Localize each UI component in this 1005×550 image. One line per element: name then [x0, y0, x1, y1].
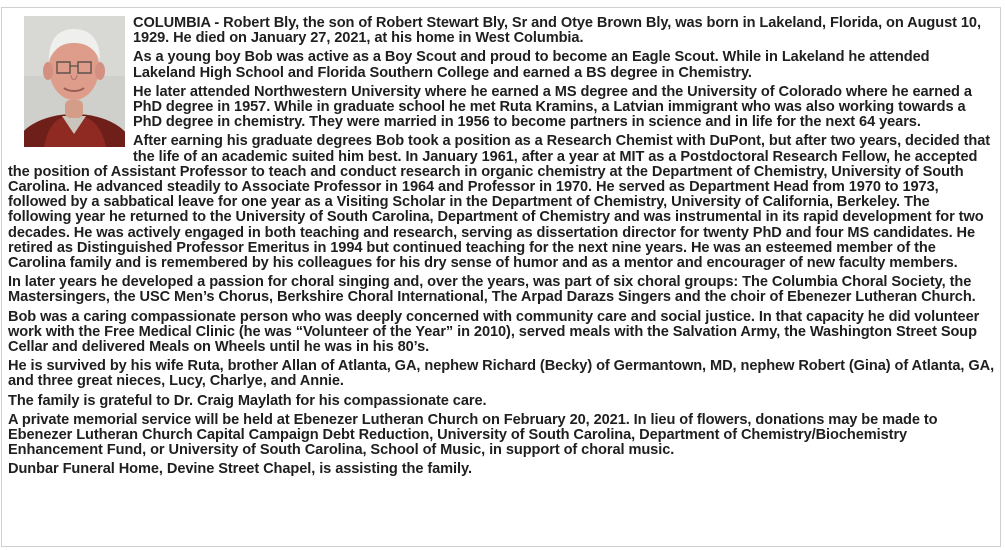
paragraph-memorial-service: A private memorial service will be held at Ebenezer Lutheran Church on February 20, 2021. In lieu of flowers, donations may be made to Ebenezer Lutheran Church Capital Campaign Debt Reduction, University of South Carolina, Department of Chemistry/Biochemistry Enhancement Fund, or University of South Carolina, School of Music, in support of choral music.: [8, 411, 938, 459]
paragraph-choral-singing: In later years he developed a passion for choral singing and, over the years, was part of six choral groups: The Columbia Choral Society, the Mastersingers, the USC Men’s Chorus, Berkshire Choral International, The Arpad Darazs Singers and the choir of Ebenezer Lutheran Church.: [8, 274, 976, 306]
obituary-content: [8, 16, 996, 482]
paragraph-career: After earning his graduate degrees Bob took a position as a Research Chemist with DuPont, but after two years, decided that the life of an academic suited him best. In January 1961, after a year at MIT as a Postdoctoral Research Fellow, he accepted the position of Assistant Professor to teach and conduct research in organic chemistry at the Department of Chemistry, University of South Carolina. He advanced steadily to Associate Professor in 1964 and Professor in 1970. He served as Department Head from 1970 to 1973, followed by a sabbatical leave for one year as a Visiting Scholar in the Department of Chemistry, University of California, Berkeley. The following year he returned to the University of South Carolina, Department of Chemistry and was instrumental in its rapid development for two decades. He was actively engaged in both teaching and research, serving as dissertation director for twenty PhD and four MS candidates. He retired as Distinguished Professor Emeritus in 1994 but continued teaching for the next nine years. He was an esteemed member of the Carolina family and is remembered by his colleagues for his dry sense of humor and as a mentor and encourager of new faculty members.: [8, 133, 991, 272]
paragraph-survivors: He is survived by his wife Ruta, brother Allan of Atlanta, GA, nephew Richard (Becky) of Germantown, MD, nephew Robert (Gina) of Atlanta, GA, and three great nieces, Lucy, Charlye, and Annie.: [8, 358, 995, 390]
paragraph-gratitude: The family is grateful to Dr. Craig Maylath for his compassionate care.: [8, 392, 487, 409]
paragraph-education: He later attended Northwestern University where he earned a MS degree and the University of Colorado where he earned a PhD degree in 1957. While in graduate school he met Ruta Kramins, a Latvian immigrant who was also working towards a PhD degree in chemistry. They were married in 1956 to become partners in science and in life for the next 64 years.: [133, 83, 972, 131]
paragraph-youth: As a young boy Bob was active as a Boy Scout and proud to become an Eagle Scout. While in Lakeland he attended Lakeland High School and Florida Southern College and earned a BS degree in Chemistry.: [133, 49, 930, 81]
paragraph-community-service: Bob was a caring compassionate person who was deeply concerned with community care and social justice. In that capacity he did volunteer work with the Free Medical Clinic (he was “Volunteer of the Year” in 2010), served meals with the Salvation Army, the Washington Street Soup Cellar and delivered Meals on Wheels until he was in his 80’s.: [8, 308, 980, 356]
portrait-illustration: [24, 16, 125, 147]
portrait-photo: [24, 16, 125, 147]
paragraph-intro: COLUMBIA - Robert Bly, the son of Robert Stewart Bly, Sr and Otye Brown Bly, was born in Lakeland, Florida, on August 10, 1929. He died on January 27, 2021, at his home in West Columbia.: [133, 15, 981, 47]
paragraph-funeral-home: Dunbar Funeral Home, Devine Street Chapel, is assisting the family.: [8, 461, 472, 478]
